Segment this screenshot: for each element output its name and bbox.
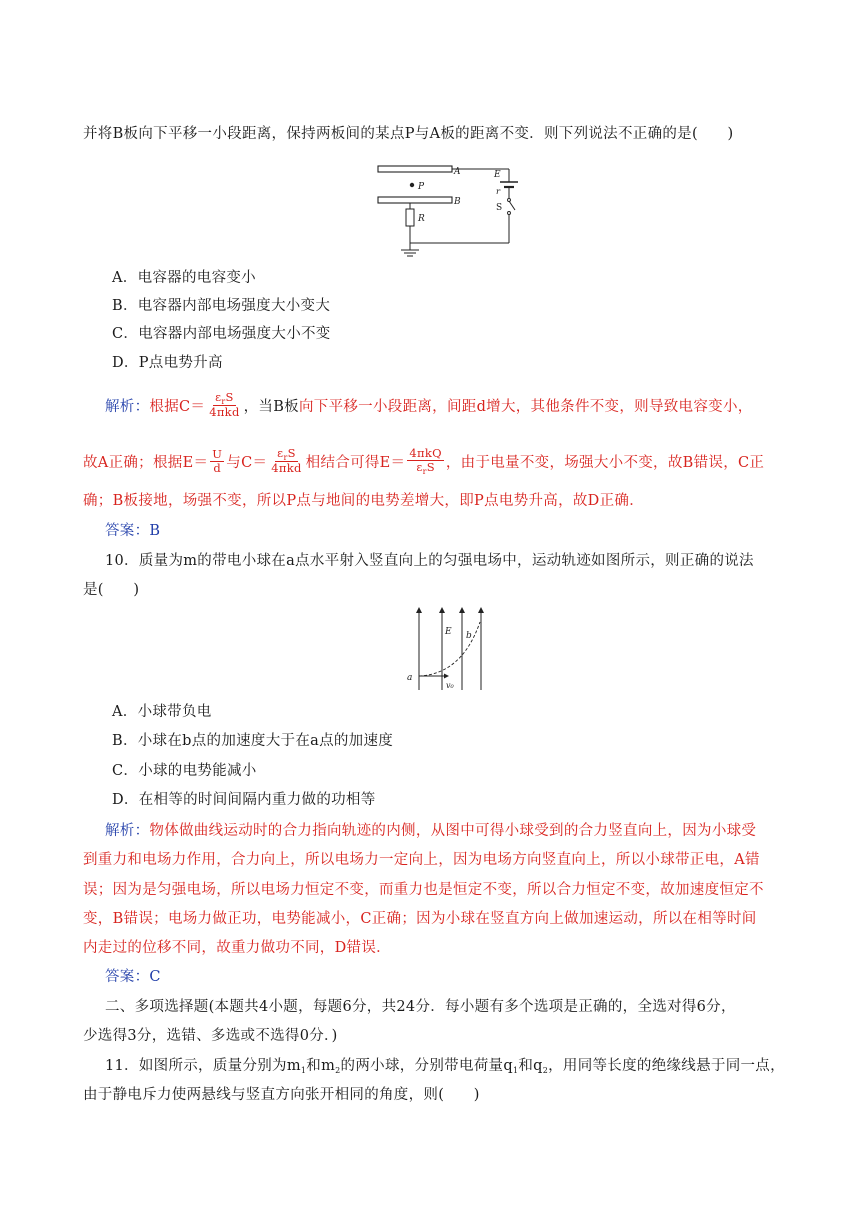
label-e: E (494, 170, 501, 180)
label-e: E (445, 627, 452, 637)
q9-answer: 答案：B (105, 523, 161, 539)
q9-option-b: B．电容器内部电场强度大小变大 (112, 298, 331, 314)
q10-stem-line2: 是( ) (83, 582, 140, 598)
q10-analysis-line5: 内走过的位移不同，故重力做功不同，D错误． (83, 940, 391, 956)
q10-option-a: A．小球带负电 (112, 704, 212, 720)
q9-stem: 并将B板向下平移一小段距离，保持两板间的某点P与A板的距离不变．则下列说法不正确的是( ) (83, 126, 734, 142)
q10-stem-line1: 10．质量为m的带电小球在a点水平射入竖直向上的匀强电场中，运动轨迹如图所示，则正确的说法 (105, 553, 754, 569)
field-trajectory-figure (400, 606, 500, 698)
q9-analysis-line3: 确；B板接地，场强不变，所以P点与地间的电势差增大，即P点电势升高，故D正确． (83, 493, 644, 509)
label-s: S (496, 203, 503, 213)
q10-analysis-line4: 变，B错误；电场力做正功，电势能减小，C正确；因为小球在竖直方向上做加速运动，所以在相等时间 (83, 911, 757, 927)
formula-capacitance-2: $\frac{\varepsilon_rS}{\text{4πkd}}$ (271, 446, 302, 475)
q9-option-a: A．电容器的电容变小 (112, 270, 256, 286)
q10-option-b: B．小球在b点的加速度大于在a点的加速度 (112, 733, 394, 749)
q9-option-c: C．电容器内部电场强度大小不变 (112, 326, 331, 342)
q11-stem-line1: 11．如图所示，质量分别为$m_1$和$m_2$的两小球，分别带电荷量$q_1$和$q_2$，用同等长度的绝缘线悬于同一点， (105, 1058, 785, 1075)
point-p (410, 183, 414, 187)
label-b: B (454, 197, 461, 207)
q10-analysis-line1: 解析：物体做曲线运动时的合力指向轨迹的内侧，从图中可得小球受到的合力竖直向上，因为小球受 (105, 823, 757, 839)
label-r: R (418, 214, 425, 224)
q10-analysis-line3: 误；因为是匀强电场，所以电场力恒定不变，而重力也是恒定不变，所以合力恒定不变，故加速度恒定不 (83, 882, 764, 898)
q10-option-d: D．在相等的时间间隔内重力做的功相等 (112, 792, 376, 808)
section2-heading-line1: 二、多项选择题(本题共4小题，每题6分，共24分．每小题有多个选项是正确的，全选对得6分， (105, 999, 736, 1015)
q10-option-c: C．小球的电势能减小 (112, 763, 257, 779)
label-v0: v₀ (446, 681, 454, 690)
label-p: P (418, 182, 425, 192)
analysis-label: 解析： (105, 399, 150, 415)
label-a: a (407, 673, 413, 683)
label-b: b (466, 631, 472, 641)
q10-answer: 答案：C (105, 969, 161, 985)
formula-capacitance: $\frac{\varepsilon_rS}{\text{4πkd}}$ (209, 390, 240, 419)
label-r-internal: r (496, 187, 501, 197)
plate-a (378, 166, 452, 172)
formula-field: $\frac{U}{d}$ (212, 446, 223, 475)
q11-stem-line2: 由于静电斥力使两悬线与竖直方向张开相同的角度，则( ) (83, 1087, 480, 1103)
q9-analysis-line1: 解析：根据C＝ $\frac{\varepsilon_rS}{\text{4πkd}}$ ，当B板向下平移一小段距离，间距d增大，其他条件不变，则导致电容变小， (105, 390, 753, 419)
q10-analysis-line2: 到重力和电场力作用，合力向上，所以电场力一定向上，因为电场方向竖直向上，所以小球带正电，A错 (83, 852, 760, 868)
formula-field-2: $\frac{\text{4πkQ}}{\varepsilon_rS}$ (409, 446, 442, 476)
plate-b (378, 197, 452, 203)
q9-analysis-line2: 故A正确；根据E＝ $\frac{U}{d}$ 与C＝ $\frac{\varepsilon_rS}{\text{4πkd}}$ 相结合可得E＝ $\frac{\text{4πkQ}}{\varepsilon_rS}$ ，由于电量不变，场强大小不变，故B错误，C正 (83, 446, 765, 476)
capacitor-circuit-figure (370, 160, 530, 260)
q9-option-d: D．P点电势升高 (112, 355, 223, 371)
section2-heading-line2: 少选得3分，选错、多选或不选得0分．) (83, 1028, 338, 1044)
resistor-r (406, 209, 414, 226)
label-a: A (454, 167, 461, 177)
